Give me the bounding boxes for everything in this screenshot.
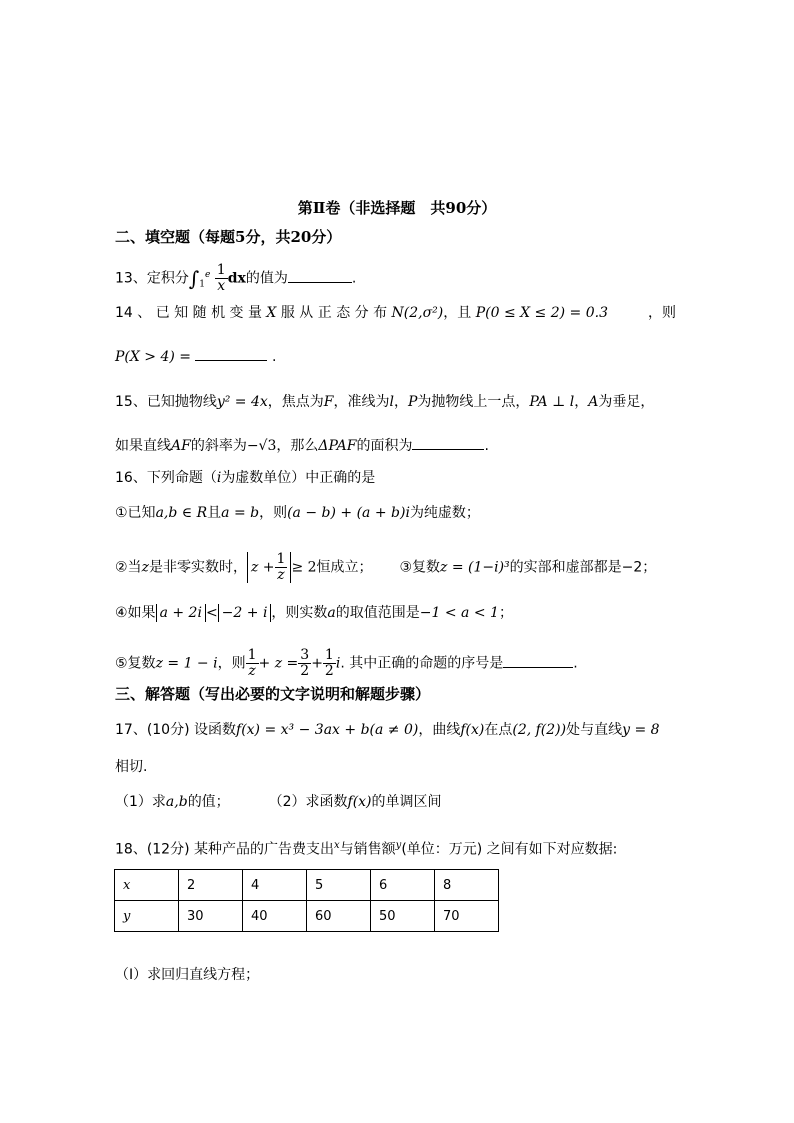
q16-p2-abs xyxy=(247,552,291,583)
q16-p4-left: a + 2i xyxy=(156,604,206,622)
table-cell: 5 xyxy=(307,870,371,901)
question-17-subparts xyxy=(115,793,442,811)
q16-p5-i: i xyxy=(335,655,341,672)
q13-end: . xyxy=(351,270,357,287)
q17-sub2-b: 的单调区间 xyxy=(371,794,442,810)
q17-c: 在点 xyxy=(484,722,513,738)
q17-a: 17、(10分) 设函数 xyxy=(115,722,237,738)
q14-text-c: ，且 xyxy=(443,305,476,321)
q13-dx: dx xyxy=(227,270,246,287)
question-18 xyxy=(115,837,617,859)
table-cell: 8 xyxy=(435,870,499,901)
q16-answer-blank[interactable] xyxy=(503,653,573,668)
question-13 xyxy=(115,263,356,294)
question-15-line2 xyxy=(115,435,489,455)
q15-text-c: ，准线为 xyxy=(333,394,390,410)
q16-p2-z: z xyxy=(141,559,149,576)
data-table xyxy=(114,869,499,932)
q16-p1-d: 为纯虚数； xyxy=(409,505,480,521)
q16-p5-eq: z = 1 − i xyxy=(155,655,218,672)
q16-p5-frac2 xyxy=(298,648,311,679)
q16-end: . xyxy=(573,655,578,672)
part3-heading: 三、解答题（写出必要的文字说明和解题步骤） xyxy=(115,685,431,703)
q18-subpart-1: （Ⅰ）求回归直线方程； xyxy=(115,967,260,983)
q16-p2-ge: ≥ 2 xyxy=(291,559,317,576)
q15-var-f: F xyxy=(323,394,334,410)
q16-p2-den: z xyxy=(277,567,285,583)
q16-p4-c: 的取值范围是 xyxy=(335,605,420,621)
q15-line-af: AF xyxy=(171,438,191,454)
table-cell: 60 xyxy=(307,901,371,932)
q13-int-upper: e xyxy=(204,269,211,280)
table-cell: 70 xyxy=(435,901,499,932)
q15-end: . xyxy=(484,438,489,454)
q13-int-lower: 1 xyxy=(199,279,205,290)
q16-p3-expr: z = (1−i)³ xyxy=(440,559,510,576)
q13-suffix: 的值为 xyxy=(245,270,288,287)
q15-var-l: l xyxy=(389,394,394,410)
q18-c: (单位：万元) 之间有如下对应数据: xyxy=(401,841,618,858)
q14-text-b: 服 从 正 态 分 布 xyxy=(276,305,392,321)
q13-answer-blank[interactable] xyxy=(288,268,352,283)
q17-fx: f(x) xyxy=(460,722,485,738)
q15-triangle: ΔPAF xyxy=(318,438,357,454)
q16-p5-f1d: z xyxy=(248,663,256,679)
q16-p2-num: 1 xyxy=(276,551,286,567)
q15-slope: −√3 xyxy=(246,438,277,454)
q16-p5-f3n: 1 xyxy=(324,647,334,663)
q15-text-f: ， xyxy=(574,394,589,410)
q16-p4-var: a xyxy=(327,605,336,621)
q14-distribution: N(2,σ²) xyxy=(391,305,444,321)
table-cell: 2 xyxy=(179,870,243,901)
question-14-line1 xyxy=(115,304,676,322)
q16-p4-b: ，则实数 xyxy=(271,605,328,621)
table-cell: 40 xyxy=(243,901,307,932)
q14-end: . xyxy=(271,349,277,365)
q15-text-h: 如果直线 xyxy=(115,438,171,454)
q13-prefix: 13、定积分 xyxy=(115,270,189,287)
q18-a: 18、(12分) 某种产品的广告费支出 xyxy=(115,841,335,858)
q16-proposition-1 xyxy=(115,504,480,522)
q18-b: 与销售额 xyxy=(339,841,396,858)
q14-probability: P(0 ≤ X ≤ 2) = 0.3 xyxy=(475,305,608,321)
table-cell: 4 xyxy=(243,870,307,901)
question-16-stem xyxy=(115,469,375,487)
q14-text-a: 14 、 已 知 随 机 变 量 xyxy=(115,305,267,321)
q13-frac-num: 1 xyxy=(216,262,226,278)
q16-p2-a: ②当 xyxy=(115,559,142,576)
q16-p1-a: ①已知 xyxy=(115,505,156,521)
q17-sub1-b: 的值； xyxy=(187,794,230,810)
q16-p2-c: 恒成立； xyxy=(316,559,373,576)
q16-proposition-5 xyxy=(115,648,578,679)
q14-text-d: ，则 xyxy=(648,305,676,321)
q16-p5-frac3 xyxy=(323,648,336,679)
question-14-line2 xyxy=(115,346,276,366)
question-15-line1 xyxy=(115,393,654,411)
q16-p1-eq: a = b xyxy=(221,505,260,521)
q16-p5-c: . 其中正确的命题的序号是 xyxy=(340,655,504,672)
q16-p1-vars: a,b ∈ R xyxy=(155,505,208,521)
q17-d: 处与直线 xyxy=(566,722,623,738)
table-cell: y xyxy=(115,901,179,932)
q16-p1-b: 且 xyxy=(207,505,222,521)
q15-parabola-eq: y² = 4x xyxy=(216,394,268,410)
table-cell: 6 xyxy=(371,870,435,901)
q17-sub2-func: f(x) xyxy=(347,794,372,810)
q16-p5-f2n: 3 xyxy=(300,647,310,663)
q16-proposition-2-3 xyxy=(115,552,656,583)
table-cell: 50 xyxy=(371,901,435,932)
q15-text-a: 15、已知抛物线 xyxy=(115,394,217,410)
q16-p5-f1n: 1 xyxy=(247,647,257,663)
question-17-line1 xyxy=(115,721,660,739)
q15-text-b: ，焦点为 xyxy=(267,394,324,410)
q16-p1-expr: (a − b) + (a + b)i xyxy=(287,505,410,521)
q16-p5-f3d: 2 xyxy=(324,663,334,679)
q14-var-x: X xyxy=(266,305,277,321)
q16-p3-a: ③复数 xyxy=(399,559,440,576)
q16-p4-lt: < xyxy=(205,605,218,621)
q16-p4-right: −2 + i xyxy=(218,604,272,622)
table-cell: x xyxy=(115,870,179,901)
q16-p5-f2d: 2 xyxy=(300,663,310,679)
q16-p4-a: ④如果 xyxy=(115,605,156,621)
q16-p5-frac1 xyxy=(246,648,259,679)
table-row xyxy=(115,901,499,932)
q16-text-a: 16、下列命题（ xyxy=(115,470,217,486)
integral-sign: ∫ xyxy=(188,266,200,291)
q18-y: y xyxy=(395,840,402,851)
q16-text-b: 为虚数单位）中正确的是 xyxy=(221,470,376,486)
q16-var-i: i xyxy=(216,470,222,486)
q17-line: y = 8 xyxy=(622,722,660,738)
q16-p2-b: 是非零实数时， xyxy=(148,559,247,576)
q16-p4-range: −1 < a < 1 xyxy=(419,605,499,621)
q15-perp: PA ⊥ l xyxy=(529,394,575,410)
section-title: 第Ⅱ卷（非选择题 共90分） xyxy=(297,199,497,217)
q17-func: f(x) = x³ − 3ax + b(a ≠ 0) xyxy=(236,722,419,738)
q17-sub1-vars: a,b xyxy=(165,794,188,810)
q16-p2-frac xyxy=(275,552,288,583)
q15-text-j: ，那么 xyxy=(276,438,319,454)
q15-text-k: 的面积为 xyxy=(356,438,413,454)
q16-p5-plus: + xyxy=(311,655,323,672)
q16-p4-d: ； xyxy=(498,605,513,621)
q15-text-e: 为抛物线上一点， xyxy=(417,394,530,410)
question-17-line2: 相切. xyxy=(115,759,148,775)
q17-b: ，曲线 xyxy=(418,722,461,738)
q14-answer-blank[interactable] xyxy=(195,346,267,361)
q16-p5-plus-z: + z = xyxy=(258,655,299,672)
q18-x: x xyxy=(334,840,340,851)
q14-expr: P(X > 4) = xyxy=(115,349,192,365)
q15-text-i: 的斜率为 xyxy=(190,438,247,454)
q16-p3-b: 的实部和虚部都是−2； xyxy=(509,559,657,576)
table-row xyxy=(115,870,499,901)
q16-p5-a: ⑤复数 xyxy=(115,655,156,672)
q17-point: (2, f(2)) xyxy=(512,722,567,738)
q16-proposition-4 xyxy=(115,604,513,622)
q15-var-p: P xyxy=(408,394,418,410)
q17-sub1-a: （1）求 xyxy=(115,794,166,810)
table-cell: 30 xyxy=(179,901,243,932)
q16-p2-expr: z + xyxy=(250,559,275,576)
q15-text-d: ， xyxy=(394,394,408,410)
q15-answer-blank[interactable] xyxy=(412,435,484,450)
q15-text-g: 为垂足， xyxy=(598,394,655,410)
q16-p5-b: ，则 xyxy=(217,655,246,672)
q13-frac-den: x xyxy=(217,278,226,294)
q13-fraction xyxy=(215,263,228,294)
q16-p1-c: ，则 xyxy=(259,505,288,521)
part2-heading: 二、填空题（每题5分，共20分） xyxy=(115,228,342,246)
q15-var-a: A xyxy=(588,394,599,410)
q17-sub2-a: （2）求函数 xyxy=(268,794,348,810)
